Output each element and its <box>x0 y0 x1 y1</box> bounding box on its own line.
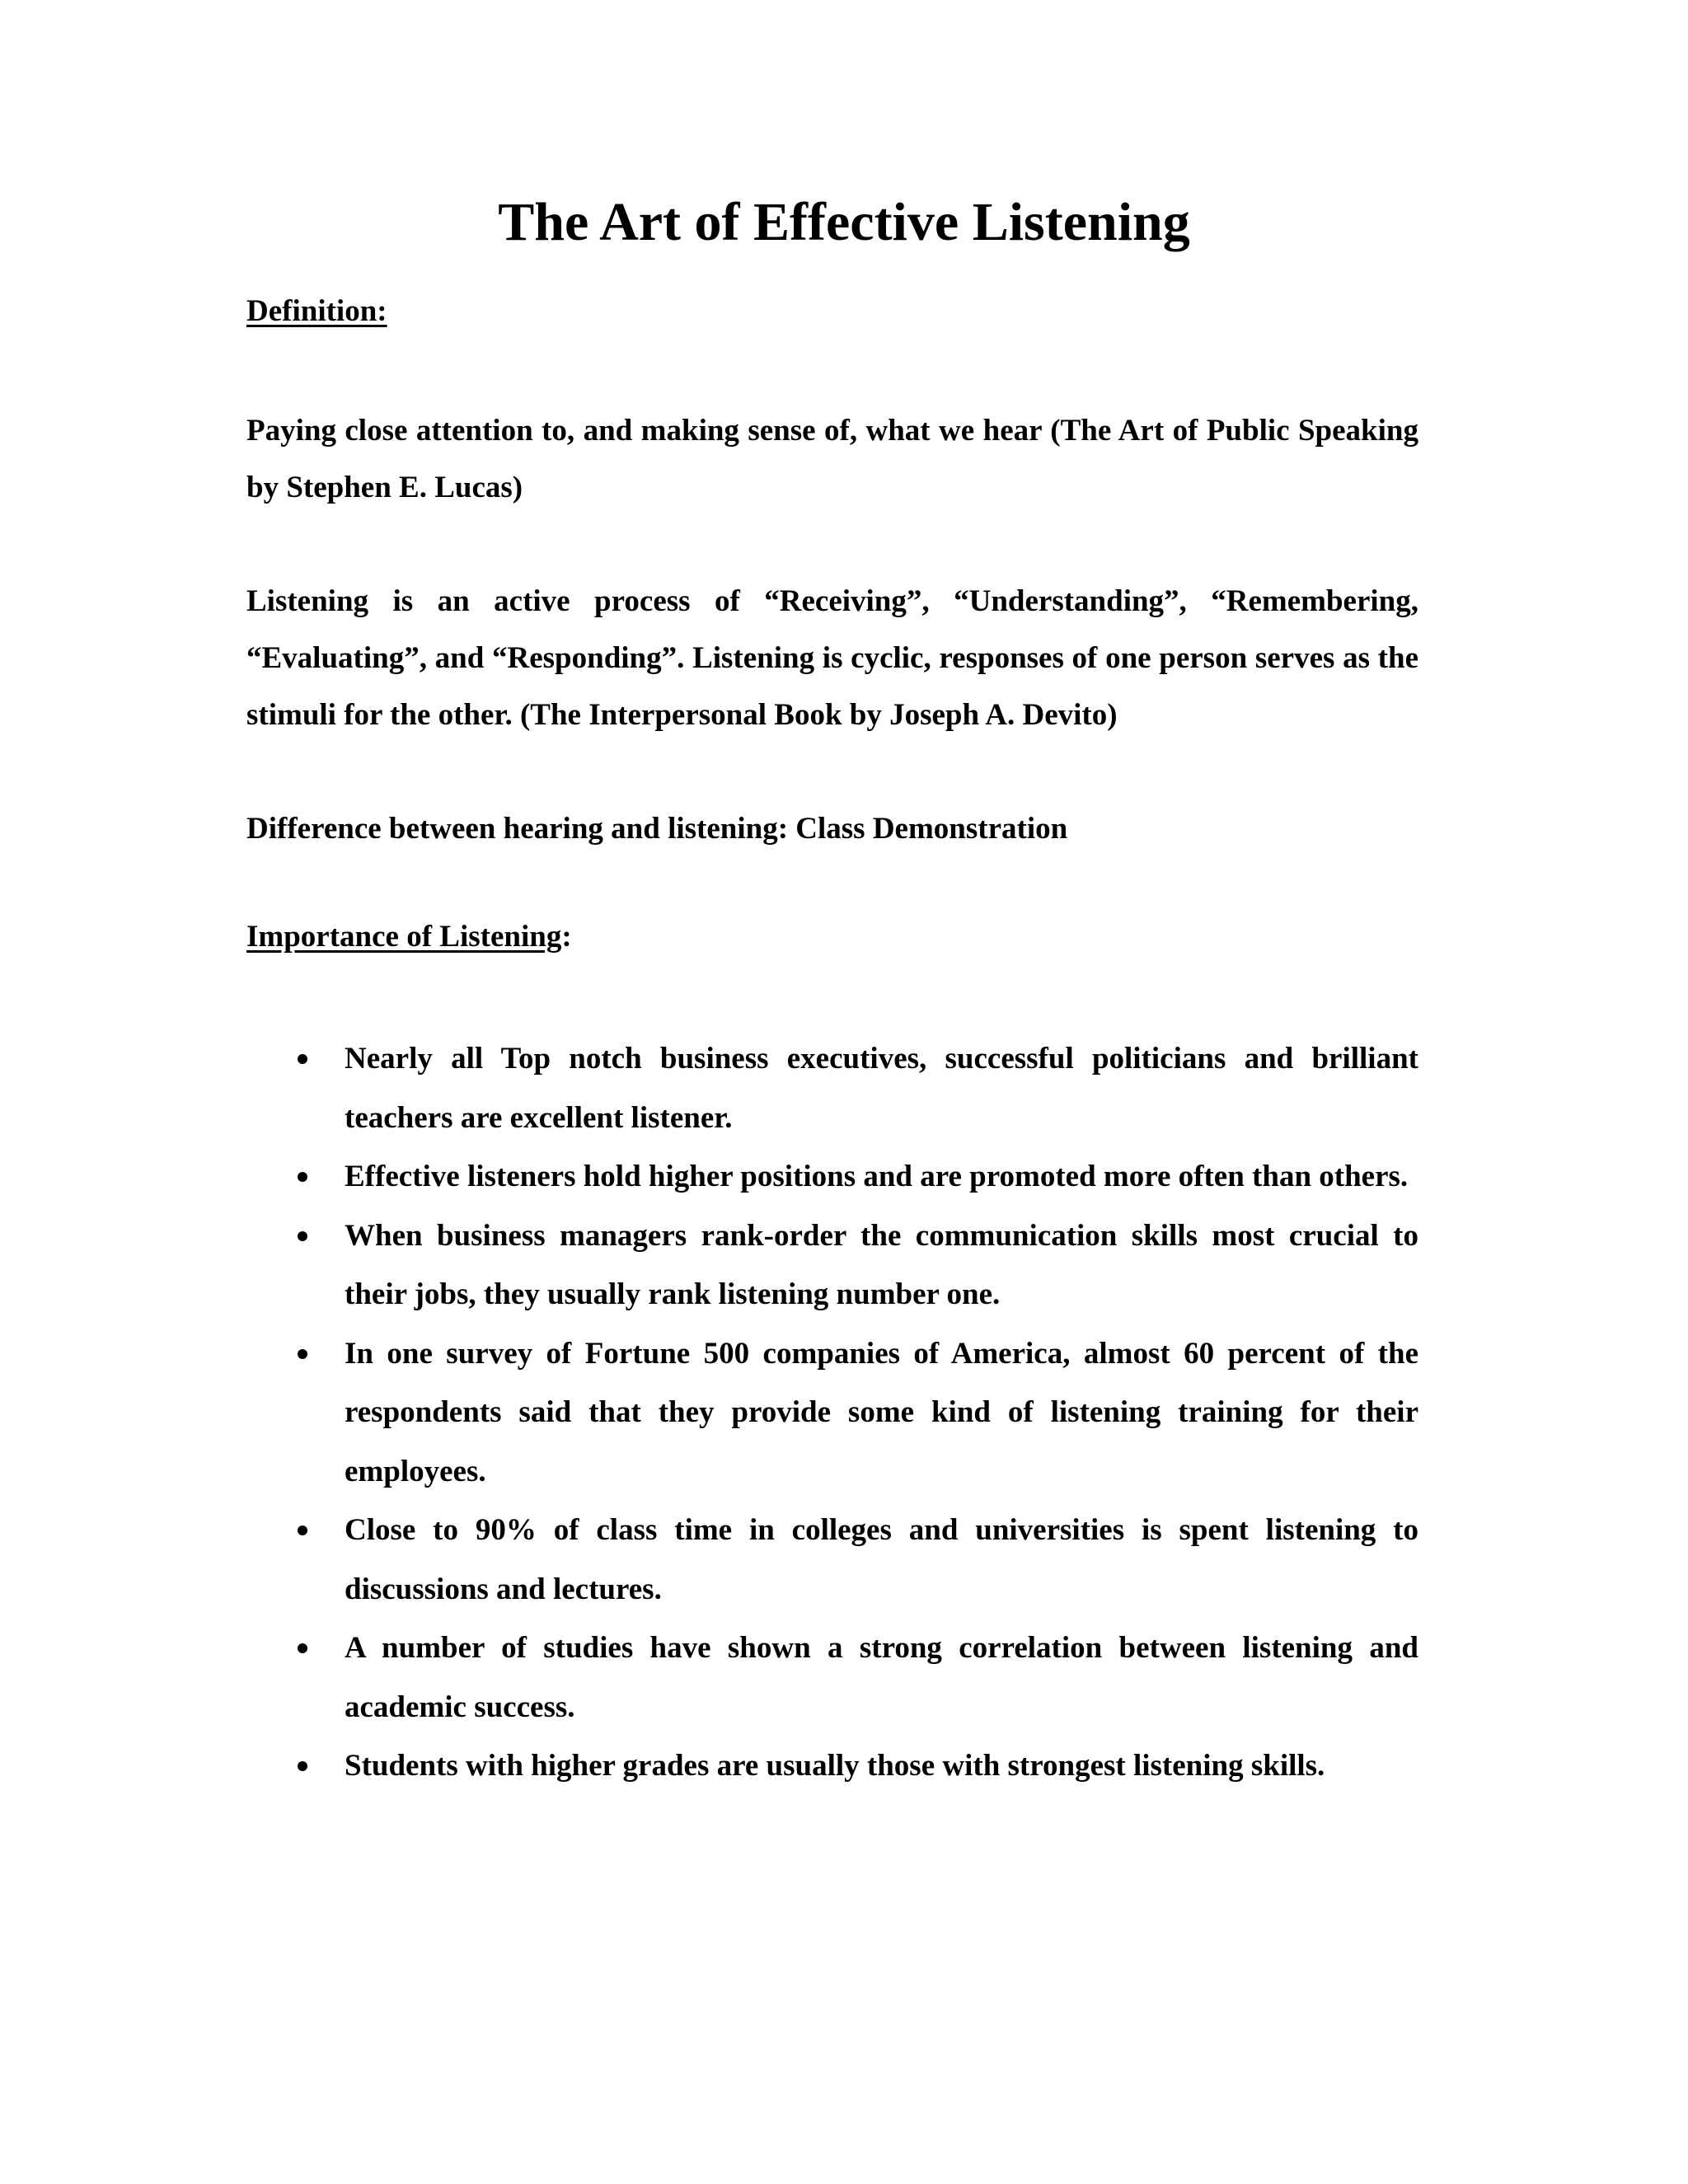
process-paragraph: Listening is an active process of “Receiving”, “Understanding”, “Remembering, “Evaluating”, and “Responding”. Listening is cyclic, responses of one person serves as the stimuli for the other. (The Interpersonal Book by Joseph A. Devito) <box>246 584 1418 732</box>
definition-paragraph: Paying close attention to, and making sense of, what we hear (The Art of Public Speaking by Stephen E. Lucas) <box>246 414 1418 504</box>
bullet-icon <box>298 1231 307 1241</box>
list-item <box>246 1619 1418 1736</box>
definition-heading <box>246 288 1418 335</box>
list-item <box>246 1147 1418 1207</box>
spacer <box>246 516 1418 573</box>
list-item <box>246 1324 1418 1502</box>
list-item-text: Close to 90% of class time in colleges and universities is spent listening to discussions and lectures. <box>345 1513 1418 1606</box>
list-item-text: Effective listeners hold higher positions and are promoted more often than others. <box>345 1160 1409 1193</box>
importance-heading <box>246 914 1418 960</box>
spacer <box>246 960 1418 1029</box>
list-item <box>246 1501 1418 1619</box>
definition-heading-text: Definition: <box>246 294 387 328</box>
bullet-icon <box>298 1643 307 1653</box>
spacer <box>246 335 1418 402</box>
importance-heading-text: Importance of Listening <box>246 920 562 954</box>
bullet-icon <box>298 1054 307 1064</box>
list-item-text: Nearly all Top notch business executives, successful politicians and brilliant teachers are excellent listener. <box>345 1042 1418 1135</box>
document-body <box>246 288 1418 1796</box>
list-item <box>246 1736 1418 1796</box>
spacer <box>246 743 1418 800</box>
bullet-icon <box>298 1349 307 1359</box>
bullet-icon <box>298 1172 307 1182</box>
bullet-icon <box>298 1526 307 1535</box>
list-item-text: A number of studies have shown a strong correlation between listening and academic success. <box>345 1631 1418 1724</box>
document-title: The Art of Effective Listening <box>498 192 1190 252</box>
spacer <box>246 857 1418 914</box>
bullet-icon <box>298 1761 307 1771</box>
list-item-text: Students with higher grades are usually those with strongest listening skills. <box>345 1749 1325 1783</box>
list-item-text: When business managers rank-order the communication skills most crucial to their jobs, they usually rank listening number one. <box>345 1218 1418 1311</box>
list-item <box>246 1207 1418 1324</box>
importance-list <box>246 1029 1418 1796</box>
difference-line: Difference between hearing and listening: Class Demonstration <box>246 812 1068 846</box>
list-item <box>246 1029 1418 1147</box>
importance-heading-colon: : <box>561 920 572 954</box>
list-item-text: In one survey of Fortune 500 companies of America, almost 60 percent of the respondents said that they provide some kind of listening training for their employees. <box>345 1336 1418 1488</box>
